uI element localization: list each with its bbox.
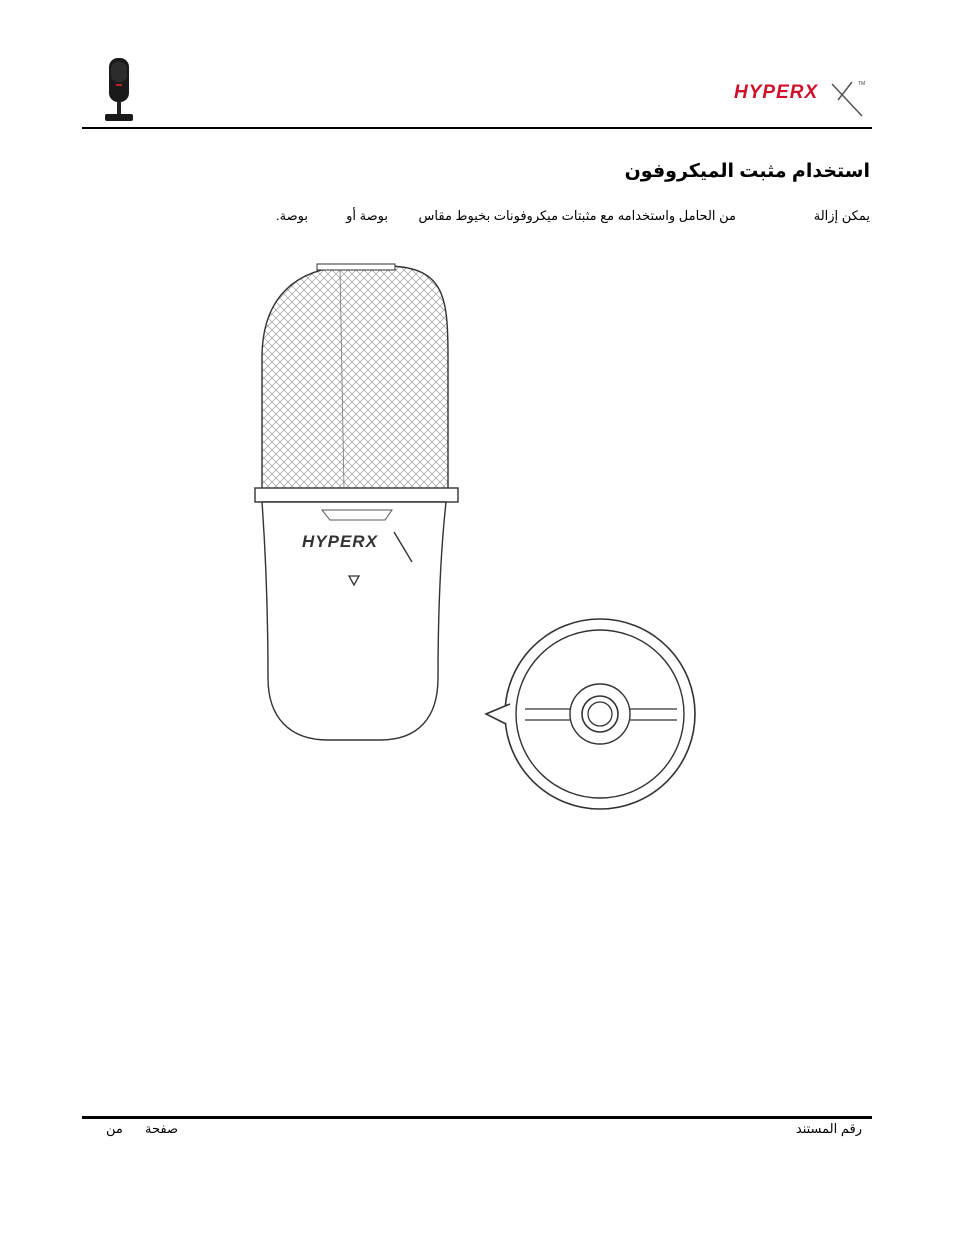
body-text-segment: من الحامل واستخدامه مع مثبتات ميكروفونات بخيوط مقاس (418, 208, 736, 223)
page-of-label: من (106, 1121, 123, 1136)
hyperx-logo (728, 76, 868, 120)
svg-text:HYPERX: HYPERX (734, 82, 819, 103)
microphone-mount-illustration (240, 258, 720, 818)
body-text-segment: بوصة أو (346, 208, 388, 223)
header-divider (82, 127, 872, 129)
svg-text:TM: TM (858, 81, 866, 87)
section-title: استخدام مثبت الميكروفون (624, 161, 870, 182)
footer-divider (82, 1116, 872, 1119)
body-text-segment: بوصة. (276, 208, 308, 223)
microphone-thumbnail-icon (102, 56, 136, 124)
doc-number-label: رقم المستند (795, 1121, 862, 1136)
svg-text:HYPERX: HYPERX (302, 532, 378, 551)
page-label: صفحة (145, 1121, 178, 1136)
body-text-segment: يمكن إزالة (813, 208, 870, 223)
